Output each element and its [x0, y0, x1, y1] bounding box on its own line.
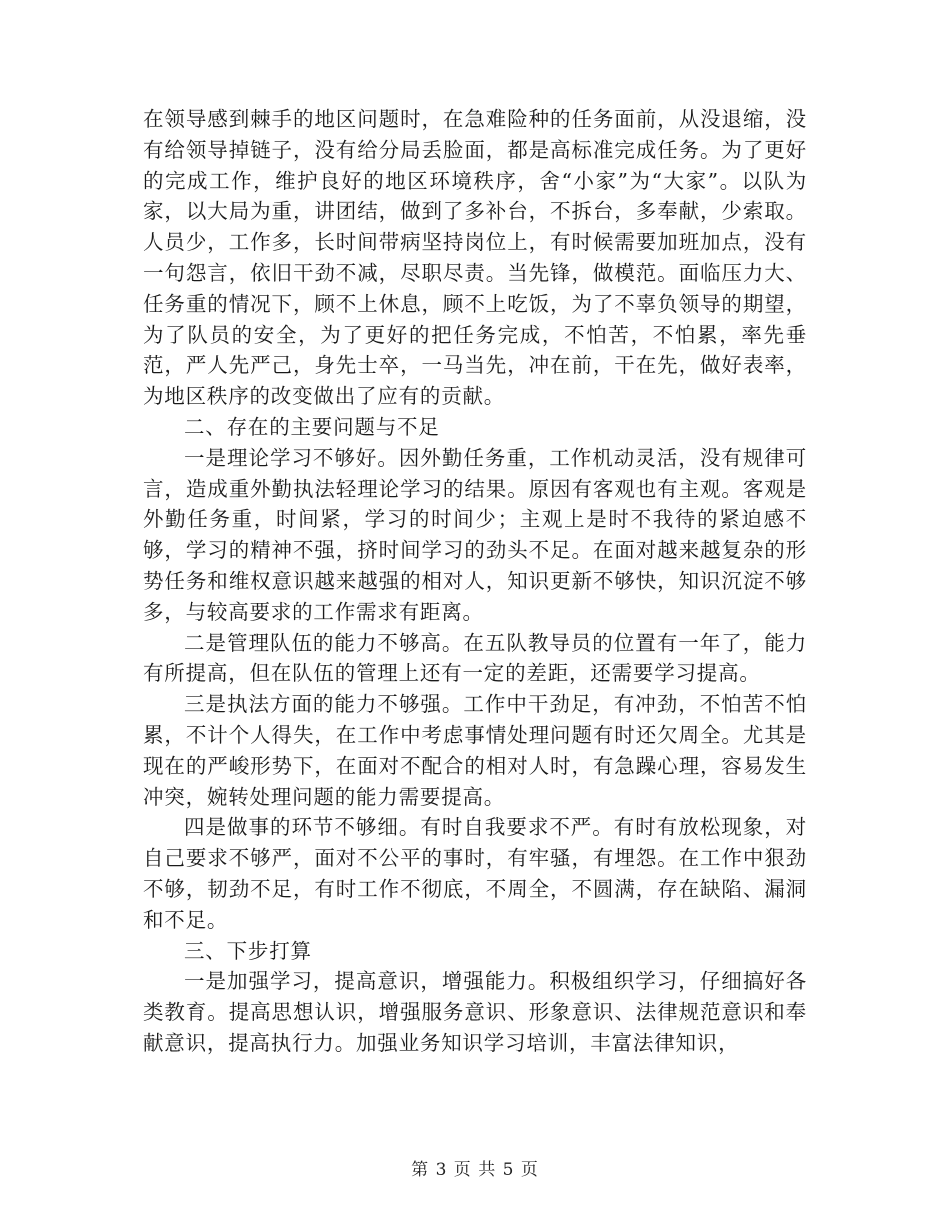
paragraph: 二是管理队伍的能力不够高。在五队教导员的位置有一年了，能力有所提高，但在队伍的管理上还有一定的差距，还需要学习提高。: [143, 630, 807, 686]
section-heading: 三、下步打算: [184, 938, 312, 963]
section-heading: 二、存在的主要问题与不足: [184, 414, 440, 439]
paragraph: 一是加强学习，提高意识，增强能力。积极组织学习，仔细搞好各类教育。提高思想认识，增强服务意识、形象意识、法律规范意识和奉献意识，提高执行力。加强业务知识学习培训，丰富法律知识，: [143, 969, 807, 1055]
page-footer: 第 3 页 共 5 页: [411, 1160, 539, 1180]
paragraph: 在领导感到棘手的地区问题时，在急难险种的任务面前，从没退缩，没有给领导掉链子，没有给分局丢脸面，都是高标准完成任务。为了更好的完成工作，维护良好的地区环境秩序，舍“小家”为“大家”。以队为家，以大局为重，讲团结，做到了多补台，不拆台，多奉献，少索取。人员少，工作多，长时间带病坚持岗位上，有时候需要加班加点，没有一句怨言，依旧干劲不减，尽职尽责。当先锋，做模范。面临压力大、任务重的情况下，顾不上休息，顾不上吃饭，为了不辜负领导的期望，为了队员的安全，为了更好的把任务完成，不怕苦，不怕累，率先垂范，严人先严己，身先士卒，一马当先，冲在前，干在先，做好表率，为地区秩序的改变做出了应有的贡献。: [143, 107, 807, 409]
paragraph: 四是做事的环节不够细。有时自我要求不严。有时有放松现象，对自己要求不够严，面对不公平的事时，有牢骚，有埋怨。在工作中狠劲不够，韧劲不足，有时工作不彻底，不周全，不圆满，存在缺陷、漏洞和不足。: [143, 815, 807, 932]
paragraph: 三是执法方面的能力不够强。工作中干劲足，有冲劲，不怕苦不怕累，不计个人得失，在工作中考虑事情处理问题有时还欠周全。尤其是现在的严峻形势下，在面对不配合的相对人时，有急躁心理，容易发生冲突，婉转处理问题的能力需要提高。: [143, 692, 807, 809]
document-body: [143, 104, 807, 1059]
paragraph: 一是理论学习不够好。因外勤任务重，工作机动灵活，没有规律可言，造成重外勤执法轻理论学习的结果。原因有客观也有主观。客观是外勤任务重，时间紧，学习的时间少；主观上是时不我待的紧迫感不够，学习的精神不强，挤时间学习的劲头不足。在面对越来越复杂的形势任务和维权意识越来越强的相对人，知识更新不够快，知识沉淀不够多，与较高要求的工作需求有距离。: [143, 445, 807, 624]
